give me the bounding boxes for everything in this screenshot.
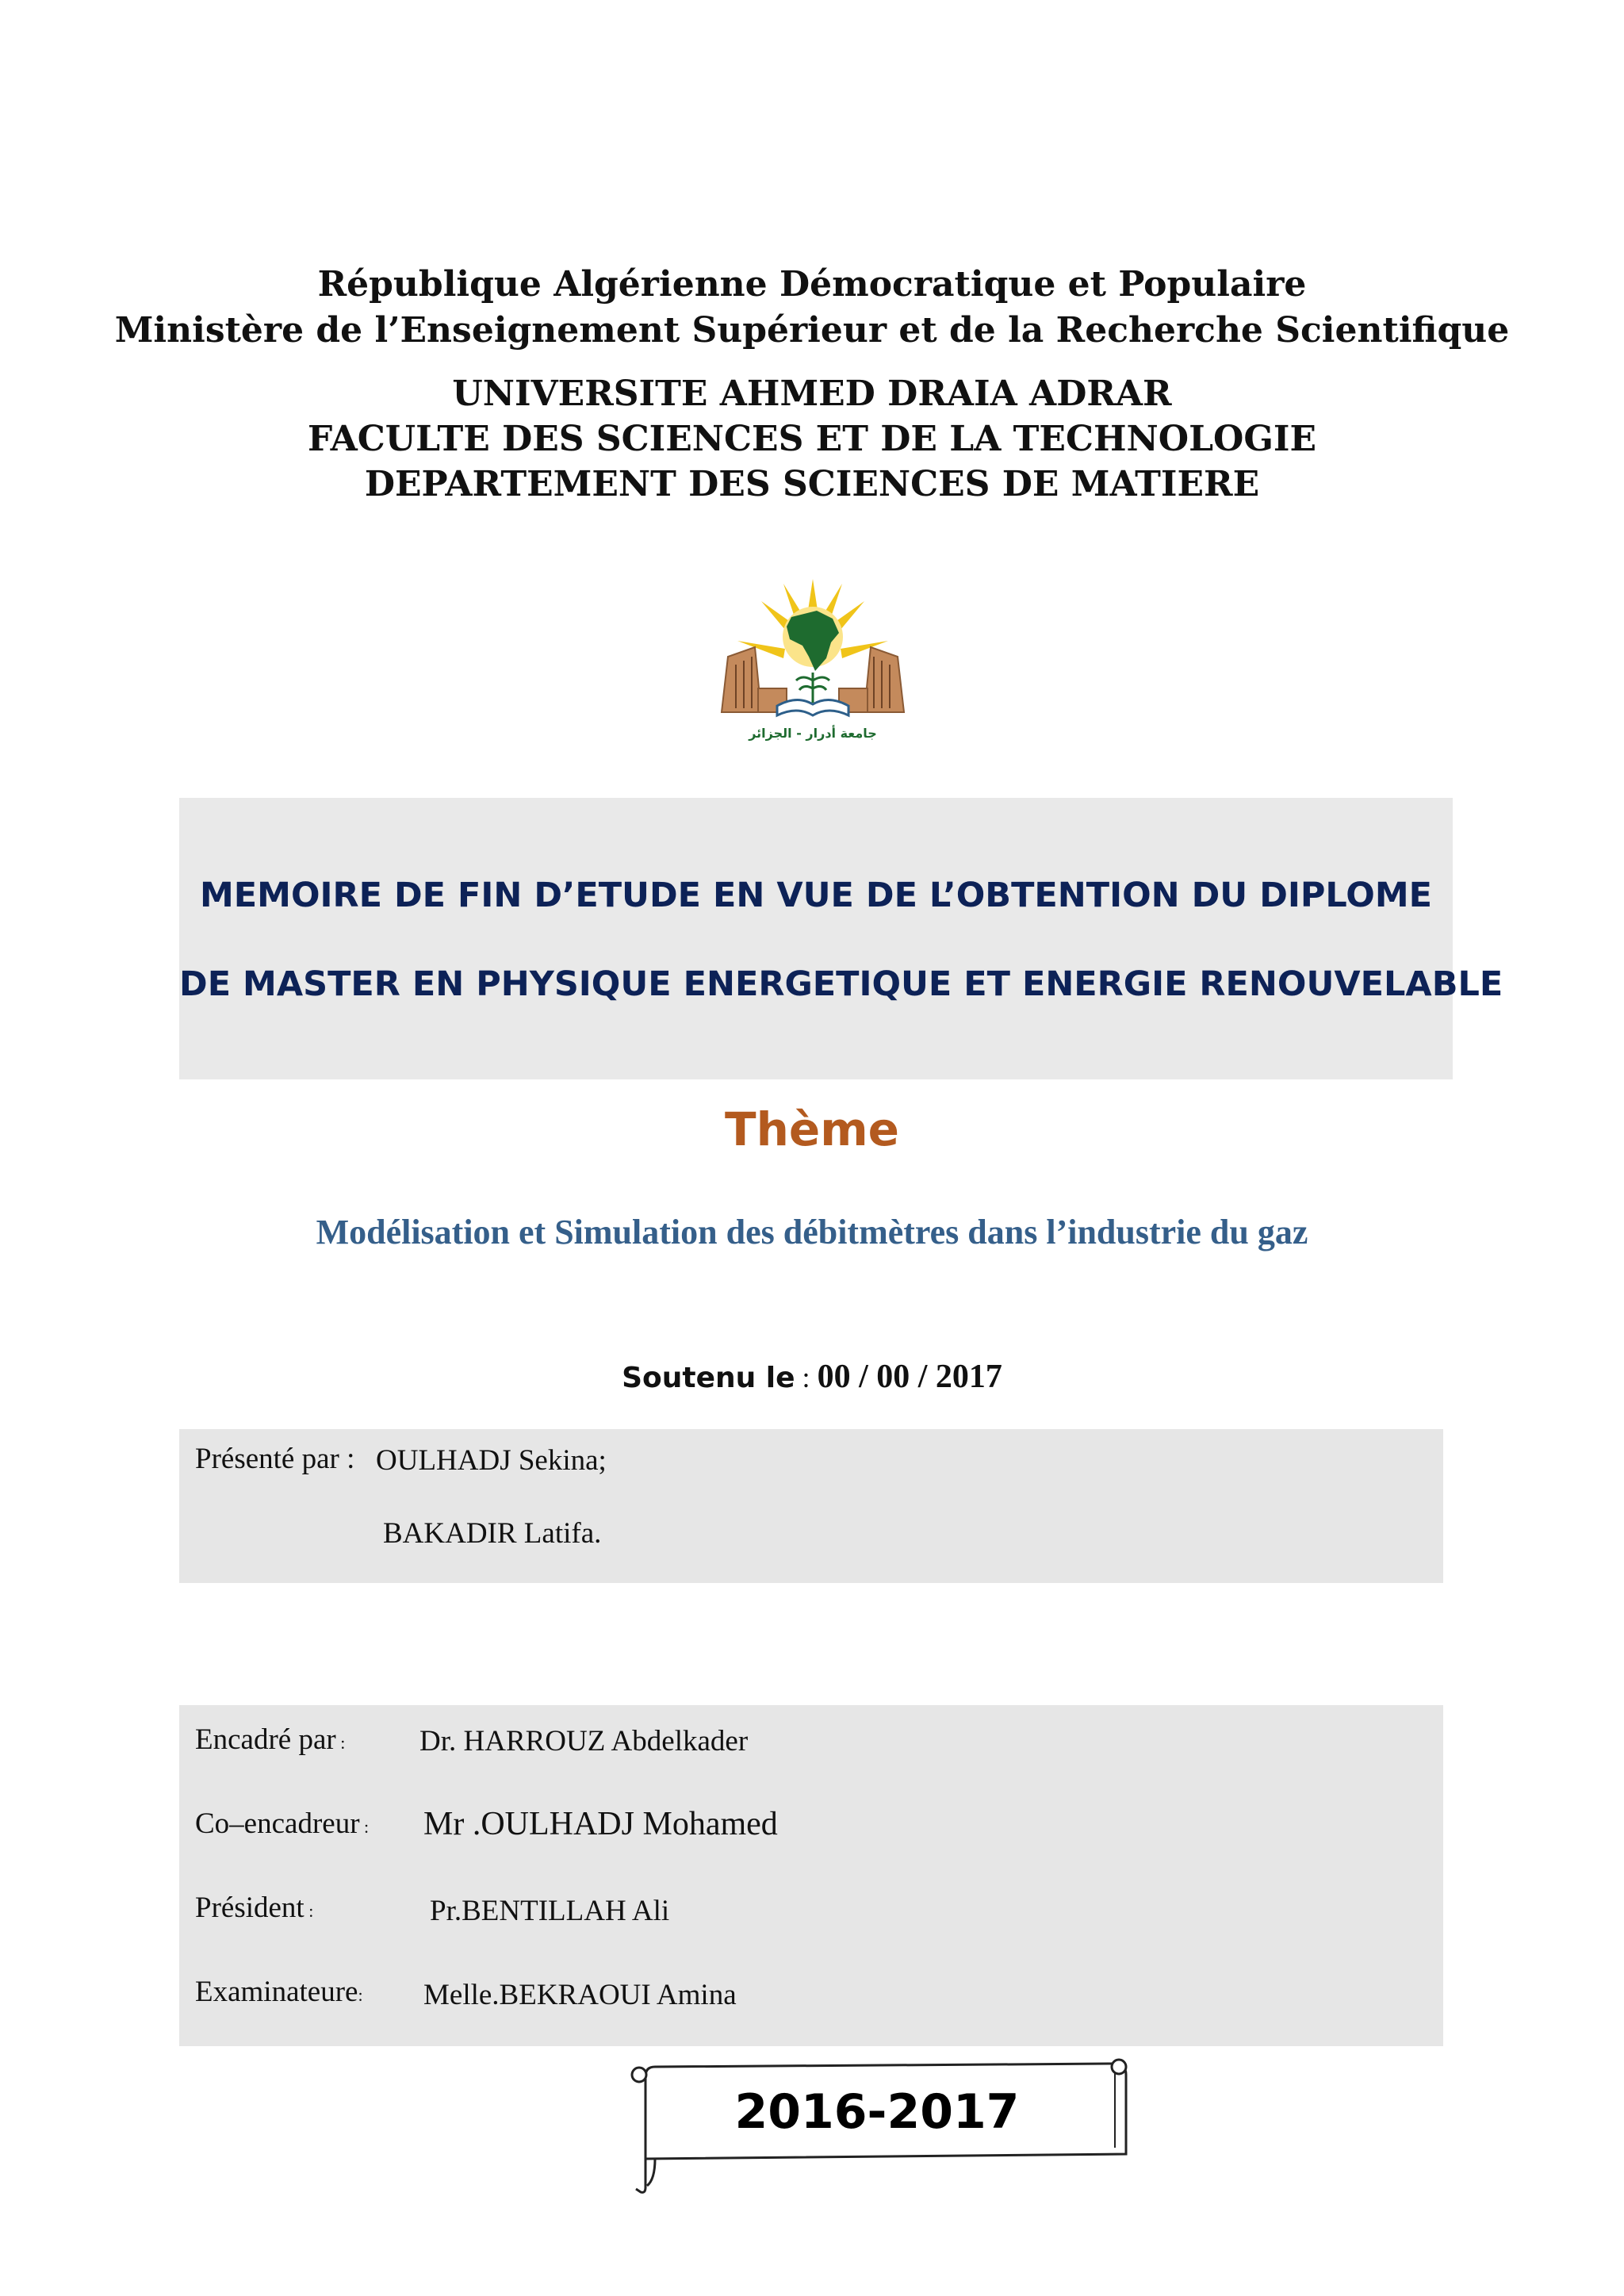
- defense-date-line: [0, 1358, 1624, 1396]
- presented-by-label: Présenté par :: [195, 1443, 355, 1475]
- logo-caption: جامعة أدرار - الجزائر: [749, 726, 877, 741]
- defense-label: Soutenu le: [622, 1362, 795, 1394]
- academic-year: 2016-2017: [734, 2084, 1020, 2140]
- jury-role: [195, 1723, 345, 1757]
- jury-role: [195, 1807, 369, 1841]
- banner-line-1: MEMOIRE DE FIN D’ETUDE EN VUE DE L’OBTENTION DU DIPLOME: [199, 876, 1432, 915]
- role-separator: :: [359, 1817, 370, 1837]
- jury-member-name: Mr .OULHADJ Mohamed: [423, 1806, 778, 1842]
- diploma-banner: [179, 798, 1503, 1079]
- header-top: [0, 262, 1624, 354]
- role-label: Examinateure: [195, 1976, 358, 2008]
- role-separator: :: [358, 1985, 363, 2005]
- university-line: UNIVERSITE AHMED DRAIA ADRAR: [452, 374, 1172, 414]
- jury-member-name: Pr.BENTILLAH Ali: [430, 1895, 670, 1927]
- banner-line-2: DE MASTER EN PHYSIQUE ENERGETIQUE ET ENERGIE RENOUVELABLE: [179, 964, 1503, 1004]
- defense-separator: :: [795, 1362, 818, 1393]
- jury-role: [195, 1891, 313, 1925]
- palm-shape: [796, 673, 829, 703]
- thesis-subject: Modélisation et Simulation des débitmètres dans l’industrie du gaz: [316, 1213, 1308, 1251]
- role-label: Co–encadreur: [195, 1807, 360, 1840]
- theme-heading: Thème: [725, 1102, 899, 1156]
- jury-member-name: Dr. HARROUZ Abdelkader: [419, 1725, 749, 1757]
- republic-line: République Algérienne Démocratique et Populaire: [317, 264, 1307, 305]
- student-name-1: OULHADJ Sekina;: [376, 1444, 607, 1477]
- presented-by-panel: [179, 1429, 1443, 1583]
- role-label: Président: [195, 1892, 304, 1924]
- jury-member-name: Melle.BEKRAOUI Amina: [423, 1979, 737, 2011]
- header-institution: [0, 371, 1624, 507]
- role-separator: :: [304, 1901, 314, 1921]
- university-emblem-icon: [714, 569, 912, 748]
- africa-map-shape: [787, 611, 839, 671]
- jury-panel: [179, 1705, 1443, 2046]
- student-name-2: BAKADIR Latifa.: [383, 1517, 602, 1550]
- faculty-line: FACULTE DES SCIENCES ET DE LA TECHNOLOGIE: [307, 419, 1317, 459]
- jury-role: [195, 1975, 363, 2009]
- department-line: DEPARTEMENT DES SCIENCES DE MATIERE: [364, 464, 1260, 504]
- ministry-line: Ministère de l’Enseignement Supérieur et de la Recherche Scientifique: [114, 310, 1510, 351]
- role-separator: :: [335, 1733, 346, 1753]
- defense-date: 00 / 00 / 2017: [817, 1359, 1002, 1395]
- role-label: Encadré par: [195, 1723, 336, 1756]
